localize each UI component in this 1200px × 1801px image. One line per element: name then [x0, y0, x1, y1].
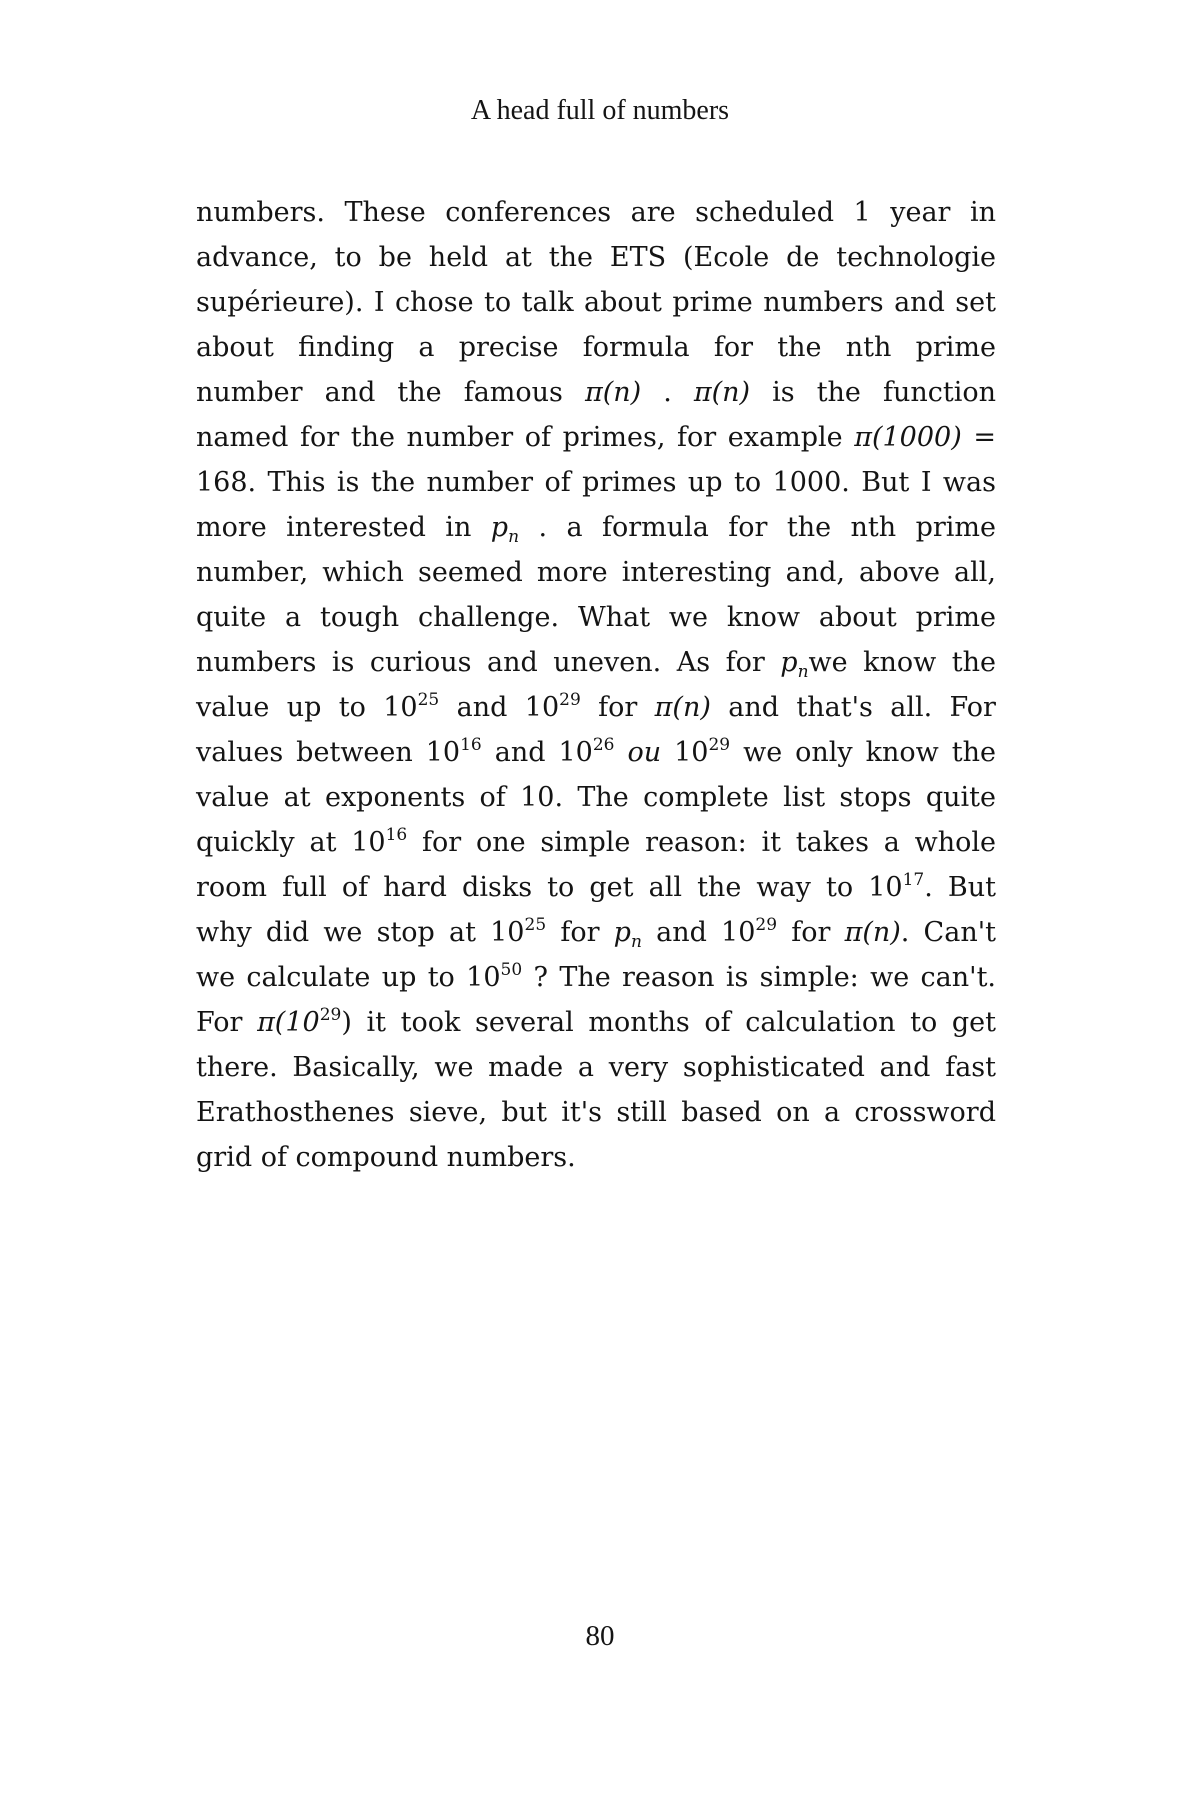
text-line: Erathosthenes sieve, but it's still based on a crossword: [196, 1097, 996, 1128]
exponent: 16: [460, 735, 482, 755]
text-line: [196, 640, 996, 685]
exponent: 50: [500, 960, 523, 980]
exponent: 16: [385, 825, 408, 845]
text-line: 168. This is the number of primes up to 1000. But I was: [196, 467, 996, 498]
text-run: for: [791, 917, 845, 948]
text-run: number and the famous: [196, 377, 585, 408]
text-run: we only know the: [743, 737, 996, 768]
text-run: 10: [674, 737, 709, 768]
exponent: 26: [592, 735, 615, 755]
text-run: quickly at 10: [196, 827, 386, 858]
text-line: numbers. These conferences are scheduled 1 year in: [196, 197, 996, 228]
text-line: quite a tough challenge. What we know about prime: [196, 602, 996, 633]
text-run: and 10: [656, 917, 756, 948]
math-ou: ou: [627, 737, 662, 768]
text-run: we calculate up to 10: [196, 962, 501, 993]
text-line: [196, 415, 996, 460]
text-run: for: [560, 917, 614, 948]
math-p: p: [490, 512, 509, 543]
text-line: number, which seemed more interesting and, above all,: [196, 557, 996, 588]
math-subscript: n: [508, 527, 520, 547]
text-line: about finding a precise formula for the nth prime: [196, 332, 996, 363]
text-run: =: [973, 422, 996, 453]
text-run: is the function: [772, 377, 996, 408]
text-line: there. Basically, we made a very sophisticated and fast: [196, 1052, 996, 1083]
text-line: [196, 865, 996, 910]
running-header: A head full of numbers: [470, 95, 730, 126]
math-subscript: n: [797, 662, 809, 682]
text-run: ? The reason is simple: we can't.: [533, 962, 996, 993]
text-run: For: [196, 1007, 258, 1038]
text-run: . Can't: [900, 917, 996, 948]
page-number: 80: [585, 1620, 615, 1652]
exponent: 29: [559, 690, 581, 710]
exponent: 25: [524, 915, 547, 935]
text-run: more interested in: [196, 512, 491, 543]
math-pi-1000: π(1000): [854, 422, 962, 453]
text-line: value at exponents of 10. The complete list stops quite: [196, 782, 996, 813]
math-close-paren: ): [341, 1007, 352, 1038]
math-pi-n: π(n): [584, 377, 642, 408]
math-pi-n: π(n): [844, 917, 901, 948]
text-run: numbers is curious and uneven. As for: [196, 647, 781, 678]
text-run: value up to 10: [196, 692, 418, 723]
math-pi-open: π(10: [257, 1007, 320, 1038]
text-line: [196, 820, 996, 865]
text-run: .: [663, 377, 694, 408]
text-run: we know the: [808, 647, 996, 678]
text-line-last: grid of compound numbers.: [196, 1142, 576, 1173]
text-line: [196, 955, 996, 1000]
text-line: [196, 910, 996, 955]
text-run: . a formula for the nth prime: [538, 512, 996, 543]
text-line: advance, to be held at the ETS (Ecole de technologie: [196, 242, 996, 273]
text-run: and 10: [456, 692, 560, 723]
math-p: p: [780, 647, 798, 678]
text-line: [196, 370, 996, 415]
exponent: 17: [902, 870, 925, 890]
text-line: supérieure). I chose to talk about prime numbers and set: [196, 287, 996, 318]
text-line: [196, 1000, 996, 1045]
text-run: and that's all. For: [728, 692, 996, 723]
text-line: [196, 730, 996, 775]
math-subscript: n: [630, 932, 642, 952]
body-text: [196, 190, 996, 1180]
text-line: [196, 505, 996, 550]
text-run: named for the number of primes, for example: [196, 422, 855, 453]
math-pi-n: π(n): [654, 692, 711, 723]
text-run: and 10: [494, 737, 593, 768]
exponent: 29: [708, 735, 731, 755]
text-run: for one simple reason: it takes a whole: [422, 827, 996, 858]
text-run: why did we stop at 10: [196, 917, 525, 948]
math-p: p: [613, 917, 631, 948]
text-run: for: [598, 692, 655, 723]
text-run: . But: [924, 872, 996, 903]
math-pi-n: π(n): [693, 377, 751, 408]
exponent: 29: [319, 1005, 342, 1025]
text-run: it took several months of calculation to get: [366, 1007, 996, 1038]
exponent: 29: [755, 915, 778, 935]
text-line: [196, 685, 996, 730]
text-run: values between 10: [196, 737, 461, 768]
text-run: room full of hard disks to get all the way to 10: [196, 872, 903, 903]
exponent: 25: [417, 690, 440, 710]
